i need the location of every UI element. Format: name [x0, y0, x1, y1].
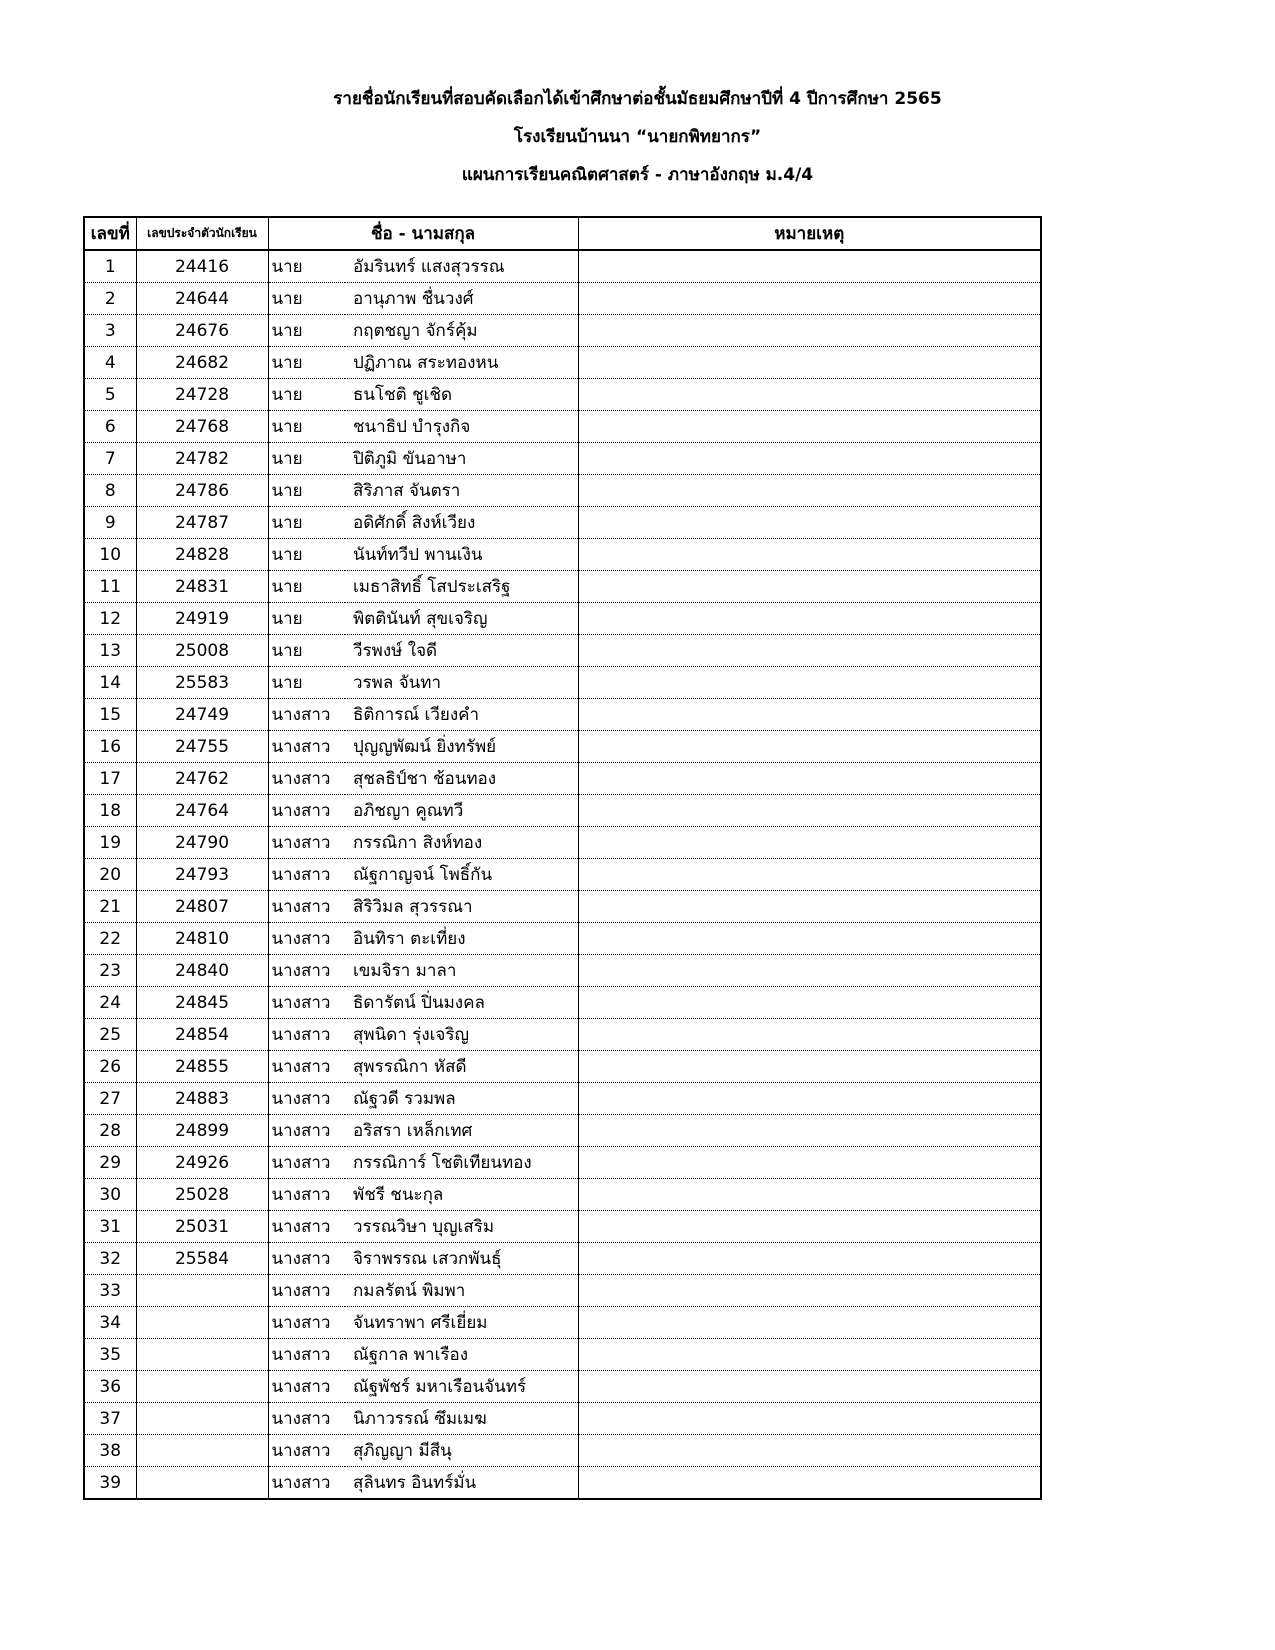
- remark: [578, 1339, 1041, 1371]
- name-prefix: นางสาว: [268, 955, 345, 987]
- row-number: 22: [84, 923, 136, 955]
- remark: [578, 1115, 1041, 1147]
- name-prefix: นางสาว: [268, 1179, 345, 1211]
- student-id: 24919: [136, 603, 268, 635]
- remark: [578, 699, 1041, 731]
- student-name: ปิติภูมิ ขันอาษา: [345, 443, 578, 475]
- name-prefix: นางสาว: [268, 699, 345, 731]
- student-id: 24676: [136, 315, 268, 347]
- row-number: 2: [84, 283, 136, 315]
- student-id: 24764: [136, 795, 268, 827]
- student-id: [136, 1467, 268, 1500]
- table-row: [84, 379, 1041, 411]
- remark: [578, 1371, 1041, 1403]
- row-number: 8: [84, 475, 136, 507]
- row-number: 11: [84, 571, 136, 603]
- table-row: [84, 1403, 1041, 1435]
- name-prefix: นาย: [268, 507, 345, 539]
- table-row: [84, 699, 1041, 731]
- name-prefix: นางสาว: [268, 1371, 345, 1403]
- table-row: [84, 1339, 1041, 1371]
- student-id: 24782: [136, 443, 268, 475]
- remark: [578, 891, 1041, 923]
- name-prefix: นางสาว: [268, 1435, 345, 1467]
- school-name: โรงเรียนบ้านนา “นายกพิทยากร”: [513, 127, 762, 147]
- row-number: 3: [84, 315, 136, 347]
- student-id: 24883: [136, 1083, 268, 1115]
- remark: [578, 250, 1041, 283]
- row-number: 29: [84, 1147, 136, 1179]
- student-id: 24682: [136, 347, 268, 379]
- student-id: 24786: [136, 475, 268, 507]
- name-prefix: นาย: [268, 667, 345, 699]
- row-number: 36: [84, 1371, 136, 1403]
- student-name: ปฏิภาณ สระทองหน: [345, 347, 578, 379]
- row-number: 1: [84, 250, 136, 283]
- table-row: [84, 475, 1041, 507]
- row-number: 30: [84, 1179, 136, 1211]
- student-id: 24810: [136, 923, 268, 955]
- row-number: 6: [84, 411, 136, 443]
- table-row: [84, 1179, 1041, 1211]
- student-name: อภิชญา คูณทวี: [345, 795, 578, 827]
- name-prefix: นาย: [268, 635, 345, 667]
- table-row: [84, 539, 1041, 571]
- student-name: ธิติการณ์ เวียงคำ: [345, 699, 578, 731]
- row-number: 19: [84, 827, 136, 859]
- remark: [578, 315, 1041, 347]
- table-row: [84, 1435, 1041, 1467]
- student-name: สุพนิดา รุ่งเจริญ: [345, 1019, 578, 1051]
- row-number: 21: [84, 891, 136, 923]
- remark: [578, 1083, 1041, 1115]
- student-id: 24768: [136, 411, 268, 443]
- column-header-no: เลขที่: [84, 217, 136, 250]
- name-prefix: นาย: [268, 443, 345, 475]
- student-name: อานุภาพ ชื่นวงศ์: [345, 283, 578, 315]
- name-prefix: นางสาว: [268, 1467, 345, 1500]
- row-number: 16: [84, 731, 136, 763]
- row-number: 23: [84, 955, 136, 987]
- table-row: [84, 603, 1041, 635]
- table-row: [84, 411, 1041, 443]
- remark: [578, 539, 1041, 571]
- remark: [578, 795, 1041, 827]
- student-name: ณัฐพัชร์ มหาเรือนจันทร์: [345, 1371, 578, 1403]
- name-prefix: นางสาว: [268, 987, 345, 1019]
- remark: [578, 1435, 1041, 1467]
- name-prefix: นางสาว: [268, 1019, 345, 1051]
- remark: [578, 379, 1041, 411]
- remark: [578, 923, 1041, 955]
- student-id: 25583: [136, 667, 268, 699]
- name-prefix: นางสาว: [268, 1339, 345, 1371]
- table-row: [84, 443, 1041, 475]
- student-table: [83, 216, 1042, 1500]
- name-prefix: นางสาว: [268, 763, 345, 795]
- student-id: 24831: [136, 571, 268, 603]
- student-id: [136, 1307, 268, 1339]
- student-id: 24899: [136, 1115, 268, 1147]
- student-name: สิริวิมล สุวรรณา: [345, 891, 578, 923]
- table-row: [84, 1083, 1041, 1115]
- row-number: 20: [84, 859, 136, 891]
- student-id: 24728: [136, 379, 268, 411]
- remark: [578, 987, 1041, 1019]
- row-number: 10: [84, 539, 136, 571]
- row-number: 12: [84, 603, 136, 635]
- row-number: 18: [84, 795, 136, 827]
- student-name: เมธาสิทธิ์ โสประเสริฐ: [345, 571, 578, 603]
- student-id: 24845: [136, 987, 268, 1019]
- remark: [578, 411, 1041, 443]
- student-name: สิริภาส จันตรา: [345, 475, 578, 507]
- student-id: 24416: [136, 250, 268, 283]
- table-row: [84, 283, 1041, 315]
- name-prefix: นางสาว: [268, 1147, 345, 1179]
- table-row: [84, 923, 1041, 955]
- student-name: ธิดารัตน์ ปิ่นมงคล: [345, 987, 578, 1019]
- name-prefix: นางสาว: [268, 795, 345, 827]
- student-name: วรพล จันทา: [345, 667, 578, 699]
- table-row: [84, 859, 1041, 891]
- row-number: 35: [84, 1339, 136, 1371]
- table-row: [84, 1211, 1041, 1243]
- remark: [578, 347, 1041, 379]
- row-number: 28: [84, 1115, 136, 1147]
- row-number: 24: [84, 987, 136, 1019]
- table-row: [84, 667, 1041, 699]
- row-number: 34: [84, 1307, 136, 1339]
- remark: [578, 1467, 1041, 1500]
- student-name: สุชลธิป์ชา ช้อนทอง: [345, 763, 578, 795]
- student-name: เขมจิรา มาลา: [345, 955, 578, 987]
- name-prefix: นางสาว: [268, 1243, 345, 1275]
- remark: [578, 1243, 1041, 1275]
- student-name: สุพรรณิกา หัสดี: [345, 1051, 578, 1083]
- name-prefix: นางสาว: [268, 1115, 345, 1147]
- student-name: ปุญญพัฒน์ ยิ่งทรัพย์: [345, 731, 578, 763]
- name-prefix: นาย: [268, 475, 345, 507]
- row-number: 14: [84, 667, 136, 699]
- table-body: [84, 250, 1041, 1499]
- table-row: [84, 347, 1041, 379]
- remark: [578, 443, 1041, 475]
- remark: [578, 571, 1041, 603]
- table-row: [84, 1371, 1041, 1403]
- student-id: [136, 1403, 268, 1435]
- name-prefix: นางสาว: [268, 1307, 345, 1339]
- student-name: ณัฐกาญจน์ โพธิ์กัน: [345, 859, 578, 891]
- remark: [578, 603, 1041, 635]
- student-name: ณัฐวดี รวมพล: [345, 1083, 578, 1115]
- remark: [578, 475, 1041, 507]
- student-name: อินทิรา ตะเที่ยง: [345, 923, 578, 955]
- student-id: [136, 1275, 268, 1307]
- table-row: [84, 507, 1041, 539]
- student-name: พิตตินันท์ สุขเจริญ: [345, 603, 578, 635]
- name-prefix: นาย: [268, 315, 345, 347]
- student-name: อดิศักดิ์ สิงห์เวียง: [345, 507, 578, 539]
- table-row: [84, 571, 1041, 603]
- remark: [578, 667, 1041, 699]
- row-number: 17: [84, 763, 136, 795]
- document-title: รายชื่อนักเรียนที่สอบคัดเลือกได้เข้าศึกษาต่อชั้นมัธยมศึกษาปีที่ 4 ปีการศึกษา 2565: [333, 89, 942, 109]
- table-row: [84, 635, 1041, 667]
- row-number: 5: [84, 379, 136, 411]
- table-row: [84, 763, 1041, 795]
- remark: [578, 731, 1041, 763]
- row-number: 37: [84, 1403, 136, 1435]
- table-row: [84, 1115, 1041, 1147]
- row-number: 26: [84, 1051, 136, 1083]
- student-id: 24926: [136, 1147, 268, 1179]
- student-id: 24790: [136, 827, 268, 859]
- student-name: สุภิญญา มีสีนุ: [345, 1435, 578, 1467]
- student-name: อัมรินทร์ แสงสุวรรณ: [345, 250, 578, 283]
- student-id: 24787: [136, 507, 268, 539]
- student-id: 25584: [136, 1243, 268, 1275]
- name-prefix: นางสาว: [268, 859, 345, 891]
- row-number: 38: [84, 1435, 136, 1467]
- name-prefix: นางสาว: [268, 827, 345, 859]
- student-id: 24807: [136, 891, 268, 923]
- student-id: 24755: [136, 731, 268, 763]
- remark: [578, 827, 1041, 859]
- table-header-row: [84, 217, 1041, 250]
- column-header-student-id: เลขประจำตัวนักเรียน: [136, 217, 268, 250]
- student-name: วรรณวิษา บุญเสริม: [345, 1211, 578, 1243]
- student-name: ชนาธิป บำรุงกิจ: [345, 411, 578, 443]
- column-header-remark: หมายเหตุ: [578, 217, 1041, 250]
- student-name: จันทราพา ศรีเยี่ยม: [345, 1307, 578, 1339]
- name-prefix: นางสาว: [268, 731, 345, 763]
- remark: [578, 1147, 1041, 1179]
- student-id: 24855: [136, 1051, 268, 1083]
- remark: [578, 1051, 1041, 1083]
- student-id: 24854: [136, 1019, 268, 1051]
- row-number: 9: [84, 507, 136, 539]
- student-id: 25031: [136, 1211, 268, 1243]
- row-number: 39: [84, 1467, 136, 1500]
- student-id: 24793: [136, 859, 268, 891]
- row-number: 25: [84, 1019, 136, 1051]
- remark: [578, 635, 1041, 667]
- remark: [578, 1403, 1041, 1435]
- name-prefix: นางสาว: [268, 923, 345, 955]
- row-number: 13: [84, 635, 136, 667]
- student-id: [136, 1339, 268, 1371]
- name-prefix: นางสาว: [268, 1275, 345, 1307]
- remark: [578, 1307, 1041, 1339]
- student-id: 24762: [136, 763, 268, 795]
- row-number: 27: [84, 1083, 136, 1115]
- student-name: พัชรี ชนะกุล: [345, 1179, 578, 1211]
- row-number: 7: [84, 443, 136, 475]
- student-name: จิราพรรณ เสวกพันธุ์: [345, 1243, 578, 1275]
- remark: [578, 507, 1041, 539]
- student-name: กรรณิการ์ โชติเทียนทอง: [345, 1147, 578, 1179]
- student-id: 25008: [136, 635, 268, 667]
- name-prefix: นาย: [268, 283, 345, 315]
- student-id: 24749: [136, 699, 268, 731]
- table-row: [84, 1307, 1041, 1339]
- table-row: [84, 731, 1041, 763]
- name-prefix: นาย: [268, 411, 345, 443]
- student-name: วีรพงษ์ ใจดี: [345, 635, 578, 667]
- table-row: [84, 315, 1041, 347]
- remark: [578, 1211, 1041, 1243]
- student-name: ธนโชติ ชูเชิด: [345, 379, 578, 411]
- column-header-name: ชื่อ - นามสกุล: [268, 217, 578, 250]
- name-prefix: นาย: [268, 571, 345, 603]
- remark: [578, 283, 1041, 315]
- table-row: [84, 891, 1041, 923]
- student-name: สุลินทร อินทร์มั่น: [345, 1467, 578, 1500]
- student-id: 24840: [136, 955, 268, 987]
- table-row: [84, 1019, 1041, 1051]
- table-row: [84, 827, 1041, 859]
- table-row: [84, 955, 1041, 987]
- student-name: กรรณิกา สิงห์ทอง: [345, 827, 578, 859]
- name-prefix: นาย: [268, 347, 345, 379]
- remark: [578, 1275, 1041, 1307]
- student-name: นิภาวรรณ์ ซึมเมฆ: [345, 1403, 578, 1435]
- remark: [578, 1019, 1041, 1051]
- table-row: [84, 1275, 1041, 1307]
- name-prefix: นาย: [268, 379, 345, 411]
- table-row: [84, 250, 1041, 283]
- name-prefix: นาย: [268, 539, 345, 571]
- table-row: [84, 1147, 1041, 1179]
- row-number: 32: [84, 1243, 136, 1275]
- name-prefix: นาย: [268, 250, 345, 283]
- table-row: [84, 987, 1041, 1019]
- remark: [578, 859, 1041, 891]
- student-name: ณัฐกาล พาเรือง: [345, 1339, 578, 1371]
- table-row: [84, 1051, 1041, 1083]
- student-id: 24828: [136, 539, 268, 571]
- row-number: 33: [84, 1275, 136, 1307]
- row-number: 15: [84, 699, 136, 731]
- student-id: 24644: [136, 283, 268, 315]
- remark: [578, 763, 1041, 795]
- name-prefix: นางสาว: [268, 1083, 345, 1115]
- program-name: แผนการเรียนคณิตศาสตร์ - ภาษาอังกฤษ ม.4/4: [461, 165, 814, 185]
- student-id: [136, 1435, 268, 1467]
- row-number: 4: [84, 347, 136, 379]
- name-prefix: นาย: [268, 603, 345, 635]
- student-name: นันท์ทวีป พานเงิน: [345, 539, 578, 571]
- remark: [578, 1179, 1041, 1211]
- student-name: กมลรัตน์ พิมพา: [345, 1275, 578, 1307]
- remark: [578, 955, 1041, 987]
- student-id: [136, 1371, 268, 1403]
- row-number: 31: [84, 1211, 136, 1243]
- student-name: กฤตชญา จักร์คุ้ม: [345, 315, 578, 347]
- name-prefix: นางสาว: [268, 1211, 345, 1243]
- student-name: อริสรา เหล็กเทศ: [345, 1115, 578, 1147]
- student-id: 25028: [136, 1179, 268, 1211]
- name-prefix: นางสาว: [268, 891, 345, 923]
- name-prefix: นางสาว: [268, 1403, 345, 1435]
- table-row: [84, 795, 1041, 827]
- table-row: [84, 1243, 1041, 1275]
- name-prefix: นางสาว: [268, 1051, 345, 1083]
- table-row: [84, 1467, 1041, 1500]
